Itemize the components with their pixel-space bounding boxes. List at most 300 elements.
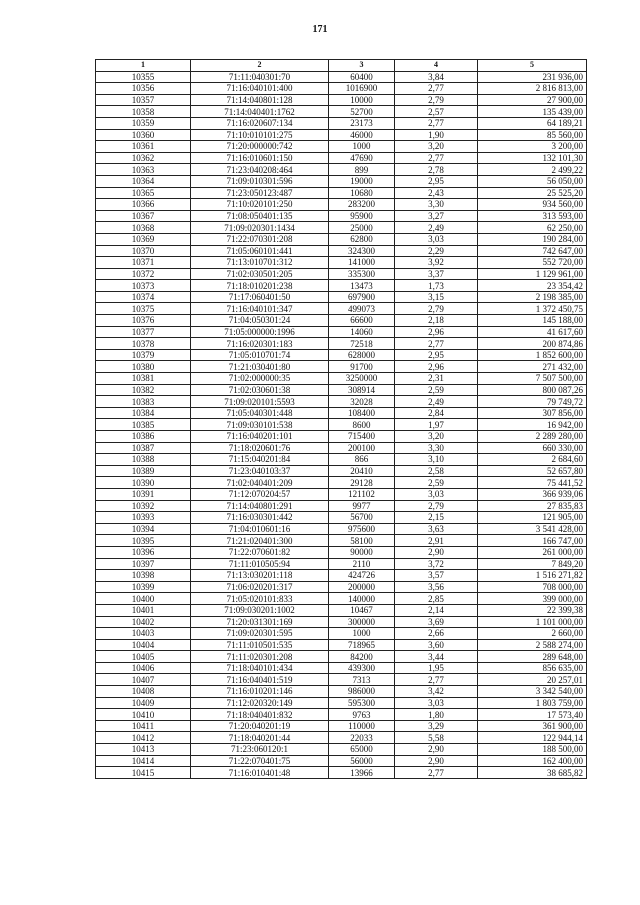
row-number-cell: 10374 [96, 291, 191, 303]
area-cell: 66600 [329, 315, 395, 327]
row-number-cell: 10372 [96, 268, 191, 280]
cadastral-number-cell: 71:16:010601:150 [191, 152, 329, 164]
cadastral-number-cell: 71:05:040301:448 [191, 407, 329, 419]
area-cell: 95900 [329, 210, 395, 222]
rate-cell: 2,85 [395, 593, 478, 605]
area-cell: 52700 [329, 106, 395, 118]
area-cell: 110000 [329, 720, 395, 732]
rate-cell: 3,30 [395, 199, 478, 211]
area-cell: 499073 [329, 303, 395, 315]
table-row [96, 581, 587, 593]
rate-cell: 3,63 [395, 523, 478, 535]
table-row [96, 152, 587, 164]
value-cell: 22 399,38 [478, 604, 587, 616]
area-cell: 899 [329, 164, 395, 176]
area-cell: 300000 [329, 616, 395, 628]
area-cell: 47690 [329, 152, 395, 164]
value-cell: 190 284,00 [478, 233, 587, 245]
row-number-cell: 10378 [96, 338, 191, 350]
rate-cell: 2,96 [395, 361, 478, 373]
rate-cell: 3,03 [395, 488, 478, 500]
row-number-cell: 10362 [96, 152, 191, 164]
value-cell: 122 944,14 [478, 732, 587, 744]
value-cell: 38 685,82 [478, 767, 587, 779]
rate-cell: 1,97 [395, 419, 478, 431]
row-number-cell: 10410 [96, 709, 191, 721]
area-cell: 91700 [329, 361, 395, 373]
cadastral-number-cell: 71:16:020301:183 [191, 338, 329, 350]
area-cell: 283200 [329, 199, 395, 211]
column-header-3: 3 [329, 60, 395, 72]
value-cell: 16 942,00 [478, 419, 587, 431]
table-row [96, 315, 587, 327]
value-cell: 121 905,00 [478, 512, 587, 524]
value-cell: 2 499,22 [478, 164, 587, 176]
rate-cell: 3,57 [395, 570, 478, 582]
rate-cell: 2,15 [395, 512, 478, 524]
area-cell: 200100 [329, 442, 395, 454]
value-cell: 1 372 450,75 [478, 303, 587, 315]
table-row [96, 129, 587, 141]
table-row [96, 349, 587, 361]
cadastral-number-cell: 71:16:040101:347 [191, 303, 329, 315]
row-number-cell: 10398 [96, 570, 191, 582]
area-cell: 595300 [329, 697, 395, 709]
row-number-cell: 10369 [96, 233, 191, 245]
area-cell: 25000 [329, 222, 395, 234]
cadastral-number-cell: 71:05:020101:833 [191, 593, 329, 605]
value-cell: 361 900,00 [478, 720, 587, 732]
row-number-cell: 10386 [96, 431, 191, 443]
row-number-cell: 10393 [96, 512, 191, 524]
row-number-cell: 10404 [96, 639, 191, 651]
area-cell: 697900 [329, 291, 395, 303]
cadastral-number-cell: 71:02:030601:38 [191, 384, 329, 396]
table-row [96, 141, 587, 153]
rate-cell: 2,77 [395, 117, 478, 129]
value-cell: 271 432,00 [478, 361, 587, 373]
cadastral-number-cell: 71:16:010201:146 [191, 686, 329, 698]
area-cell: 22033 [329, 732, 395, 744]
cadastral-number-cell: 71:02:000000:35 [191, 373, 329, 385]
cadastral-number-cell: 71:22:070301:208 [191, 233, 329, 245]
value-cell: 7 507 500,00 [478, 373, 587, 385]
area-cell: 715400 [329, 431, 395, 443]
cadastral-number-cell: 71:10:020101:250 [191, 199, 329, 211]
header-row [96, 60, 587, 72]
table-row [96, 245, 587, 257]
table-header [96, 60, 587, 72]
row-number-cell: 10358 [96, 106, 191, 118]
rate-cell: 2,90 [395, 755, 478, 767]
cadastral-number-cell: 71:09:020301:595 [191, 628, 329, 640]
row-number-cell: 10357 [96, 94, 191, 106]
cadastral-number-cell: 71:17:060401:50 [191, 291, 329, 303]
rate-cell: 2,90 [395, 744, 478, 756]
area-cell: 1000 [329, 141, 395, 153]
cadastral-number-cell: 71:18:040401:832 [191, 709, 329, 721]
rate-cell: 2,43 [395, 187, 478, 199]
rate-cell: 3,44 [395, 651, 478, 663]
rate-cell: 2,79 [395, 94, 478, 106]
value-cell: 399 000,00 [478, 593, 587, 605]
table-row [96, 431, 587, 443]
area-cell: 140000 [329, 593, 395, 605]
rate-cell: 3,15 [395, 291, 478, 303]
rate-cell: 2,77 [395, 338, 478, 350]
value-cell: 2 816 813,00 [478, 83, 587, 95]
row-number-cell: 10360 [96, 129, 191, 141]
cadastral-number-cell: 71:12:020320:149 [191, 697, 329, 709]
rate-cell: 2,77 [395, 674, 478, 686]
table-row [96, 628, 587, 640]
value-cell: 1 852 600,00 [478, 349, 587, 361]
area-cell: 141000 [329, 257, 395, 269]
value-cell: 800 087,26 [478, 384, 587, 396]
value-cell: 742 647,00 [478, 245, 587, 257]
value-cell: 289 648,00 [478, 651, 587, 663]
row-number-cell: 10370 [96, 245, 191, 257]
cadastral-number-cell: 71:09:030201:1002 [191, 604, 329, 616]
cadastral-number-cell: 71:18:020601:76 [191, 442, 329, 454]
row-number-cell: 10364 [96, 175, 191, 187]
table-row [96, 106, 587, 118]
rate-cell: 2,96 [395, 326, 478, 338]
cadastral-number-cell: 71:09:020301:1434 [191, 222, 329, 234]
area-cell: 10000 [329, 94, 395, 106]
cadastral-number-cell: 71:18:010201:238 [191, 280, 329, 292]
area-cell: 335300 [329, 268, 395, 280]
area-cell: 32028 [329, 396, 395, 408]
value-cell: 85 560,00 [478, 129, 587, 141]
area-cell: 7313 [329, 674, 395, 686]
row-number-cell: 10408 [96, 686, 191, 698]
cadastral-number-cell: 71:11:010505:94 [191, 558, 329, 570]
table-row [96, 500, 587, 512]
area-cell: 866 [329, 454, 395, 466]
area-cell: 986000 [329, 686, 395, 698]
row-number-cell: 10382 [96, 384, 191, 396]
row-number-cell: 10400 [96, 593, 191, 605]
table-row [96, 175, 587, 187]
row-number-cell: 10406 [96, 662, 191, 674]
cadastral-number-cell: 71:23:060120:1 [191, 744, 329, 756]
area-cell: 3250000 [329, 373, 395, 385]
rate-cell: 2,57 [395, 106, 478, 118]
area-cell: 62800 [329, 233, 395, 245]
table-row [96, 674, 587, 686]
area-cell: 718965 [329, 639, 395, 651]
row-number-cell: 10396 [96, 546, 191, 558]
value-cell: 856 635,00 [478, 662, 587, 674]
row-number-cell: 10388 [96, 454, 191, 466]
value-cell: 3 200,00 [478, 141, 587, 153]
row-number-cell: 10392 [96, 500, 191, 512]
value-cell: 3 342 540,00 [478, 686, 587, 698]
rate-cell: 2,78 [395, 164, 478, 176]
rate-cell: 2,49 [395, 396, 478, 408]
row-number-cell: 10355 [96, 71, 191, 83]
row-number-cell: 10376 [96, 315, 191, 327]
column-header-4: 4 [395, 60, 478, 72]
table-row [96, 164, 587, 176]
rate-cell: 3,10 [395, 454, 478, 466]
cadastral-number-cell: 71:14:040401:1762 [191, 106, 329, 118]
row-number-cell: 10359 [96, 117, 191, 129]
area-cell: 56000 [329, 755, 395, 767]
row-number-cell: 10403 [96, 628, 191, 640]
table-row [96, 396, 587, 408]
value-cell: 75 441,52 [478, 477, 587, 489]
table-row [96, 512, 587, 524]
cadastral-number-cell: 71:08:050401:135 [191, 210, 329, 222]
table-row [96, 187, 587, 199]
table-row [96, 662, 587, 674]
area-cell: 424726 [329, 570, 395, 582]
row-number-cell: 10389 [96, 465, 191, 477]
table-row [96, 558, 587, 570]
rate-cell: 3,56 [395, 581, 478, 593]
value-cell: 166 747,00 [478, 535, 587, 547]
table-row [96, 361, 587, 373]
cadastral-number-cell: 71:02:030501:205 [191, 268, 329, 280]
area-cell: 8600 [329, 419, 395, 431]
area-cell: 1016900 [329, 83, 395, 95]
rate-cell: 2,95 [395, 349, 478, 361]
cadastral-number-cell: 71:16:020607:134 [191, 117, 329, 129]
cadastral-number-cell: 71:14:040801:128 [191, 94, 329, 106]
row-number-cell: 10391 [96, 488, 191, 500]
rate-cell: 3,03 [395, 697, 478, 709]
rate-cell: 1,80 [395, 709, 478, 721]
row-number-cell: 10365 [96, 187, 191, 199]
rate-cell: 2,84 [395, 407, 478, 419]
value-cell: 1 803 759,00 [478, 697, 587, 709]
rate-cell: 2,77 [395, 152, 478, 164]
table-body [96, 71, 587, 778]
cadastral-number-cell: 71:12:070204:57 [191, 488, 329, 500]
value-cell: 708 000,00 [478, 581, 587, 593]
area-cell: 84200 [329, 651, 395, 663]
value-cell: 27 900,00 [478, 94, 587, 106]
area-cell: 9763 [329, 709, 395, 721]
row-number-cell: 10379 [96, 349, 191, 361]
row-number-cell: 10409 [96, 697, 191, 709]
row-number-cell: 10368 [96, 222, 191, 234]
value-cell: 162 400,00 [478, 755, 587, 767]
table-row [96, 83, 587, 95]
cadastral-number-cell: 71:20:000000:742 [191, 141, 329, 153]
area-cell: 20410 [329, 465, 395, 477]
cadastral-number-cell: 71:13:030201:118 [191, 570, 329, 582]
cadastral-number-cell: 71:11:040301:70 [191, 71, 329, 83]
table-row [96, 523, 587, 535]
value-cell: 2 588 274,00 [478, 639, 587, 651]
rate-cell: 2,18 [395, 315, 478, 327]
value-cell: 17 573,40 [478, 709, 587, 721]
row-number-cell: 10415 [96, 767, 191, 779]
table-row [96, 604, 587, 616]
row-number-cell: 10395 [96, 535, 191, 547]
value-cell: 2 684,60 [478, 454, 587, 466]
area-cell: 46000 [329, 129, 395, 141]
cadastral-number-cell: 71:21:030401:80 [191, 361, 329, 373]
area-cell: 1000 [329, 628, 395, 640]
rate-cell: 2,77 [395, 767, 478, 779]
table-row [96, 720, 587, 732]
value-cell: 660 330,00 [478, 442, 587, 454]
cadastral-number-cell: 71:09:030101:538 [191, 419, 329, 431]
value-cell: 1 129 961,00 [478, 268, 587, 280]
area-cell: 10680 [329, 187, 395, 199]
cadastral-number-cell: 71:10:010101:275 [191, 129, 329, 141]
area-cell: 308914 [329, 384, 395, 396]
table-row [96, 697, 587, 709]
value-cell: 27 835,83 [478, 500, 587, 512]
value-cell: 261 000,00 [478, 546, 587, 558]
value-cell: 307 856,00 [478, 407, 587, 419]
table-row [96, 686, 587, 698]
cadastral-number-cell: 71:02:040401:209 [191, 477, 329, 489]
cadastral-number-cell: 71:05:060101:441 [191, 245, 329, 257]
value-cell: 7 849,20 [478, 558, 587, 570]
value-cell: 145 188,00 [478, 315, 587, 327]
table-row [96, 94, 587, 106]
table-row [96, 535, 587, 547]
table-row [96, 651, 587, 663]
rate-cell: 2,79 [395, 500, 478, 512]
value-cell: 552 720,00 [478, 257, 587, 269]
rate-cell: 5,58 [395, 732, 478, 744]
table-row [96, 419, 587, 431]
table-row [96, 593, 587, 605]
row-number-cell: 10377 [96, 326, 191, 338]
row-number-cell: 10399 [96, 581, 191, 593]
rate-cell: 3,29 [395, 720, 478, 732]
row-number-cell: 10413 [96, 744, 191, 756]
cadastral-number-cell: 71:16:010401:48 [191, 767, 329, 779]
cadastral-value-table [95, 59, 587, 779]
area-cell: 9977 [329, 500, 395, 512]
area-cell: 58100 [329, 535, 395, 547]
value-cell: 934 560,00 [478, 199, 587, 211]
row-number-cell: 10367 [96, 210, 191, 222]
value-cell: 23 354,42 [478, 280, 587, 292]
row-number-cell: 10407 [96, 674, 191, 686]
cadastral-number-cell: 71:20:031301:169 [191, 616, 329, 628]
area-cell: 23173 [329, 117, 395, 129]
table-row [96, 546, 587, 558]
value-cell: 1 101 000,00 [478, 616, 587, 628]
rate-cell: 2,91 [395, 535, 478, 547]
column-header-5: 5 [478, 60, 587, 72]
table-row [96, 71, 587, 83]
rate-cell: 2,79 [395, 303, 478, 315]
table-row [96, 303, 587, 315]
rate-cell: 3,69 [395, 616, 478, 628]
page-number: 171 [312, 24, 328, 35]
value-cell: 20 257,01 [478, 674, 587, 686]
area-cell: 60400 [329, 71, 395, 83]
area-cell: 108400 [329, 407, 395, 419]
row-number-cell: 10402 [96, 616, 191, 628]
cadastral-number-cell: 71:18:040101:434 [191, 662, 329, 674]
table-row [96, 210, 587, 222]
value-cell: 313 593,00 [478, 210, 587, 222]
cadastral-number-cell: 71:23:040208:464 [191, 164, 329, 176]
row-number-cell: 10383 [96, 396, 191, 408]
row-number-cell: 10414 [96, 755, 191, 767]
area-cell: 65000 [329, 744, 395, 756]
table-row [96, 222, 587, 234]
area-cell: 90000 [329, 546, 395, 558]
cadastral-number-cell: 71:05:010701:74 [191, 349, 329, 361]
table-row [96, 488, 587, 500]
rate-cell: 2,66 [395, 628, 478, 640]
rate-cell: 2,31 [395, 373, 478, 385]
cadastral-number-cell: 71:06:020201:317 [191, 581, 329, 593]
area-cell: 19000 [329, 175, 395, 187]
row-number-cell: 10375 [96, 303, 191, 315]
row-number-cell: 10390 [96, 477, 191, 489]
cadastral-number-cell: 71:15:040201:84 [191, 454, 329, 466]
rate-cell: 1,73 [395, 280, 478, 292]
value-cell: 52 657,80 [478, 465, 587, 477]
rate-cell: 3,84 [395, 71, 478, 83]
cadastral-number-cell: 71:23:050123:487 [191, 187, 329, 199]
cadastral-number-cell: 71:09:010301:596 [191, 175, 329, 187]
area-cell: 439300 [329, 662, 395, 674]
value-cell: 188 500,00 [478, 744, 587, 756]
area-cell: 10467 [329, 604, 395, 616]
row-number-cell: 10373 [96, 280, 191, 292]
value-cell: 200 874,86 [478, 338, 587, 350]
cadastral-number-cell: 71:23:040103:37 [191, 465, 329, 477]
cadastral-number-cell: 71:11:010501:535 [191, 639, 329, 651]
cadastral-number-cell: 71:13:010701:312 [191, 257, 329, 269]
rate-cell: 2,59 [395, 384, 478, 396]
row-number-cell: 10385 [96, 419, 191, 431]
area-cell: 324300 [329, 245, 395, 257]
area-cell: 14060 [329, 326, 395, 338]
cadastral-number-cell: 71:04:050301:24 [191, 315, 329, 327]
row-number-cell: 10366 [96, 199, 191, 211]
rate-cell: 3,92 [395, 257, 478, 269]
rate-cell: 3,20 [395, 141, 478, 153]
value-cell: 2 660,00 [478, 628, 587, 640]
value-cell: 41 617,60 [478, 326, 587, 338]
cadastral-number-cell: 71:16:040201:101 [191, 431, 329, 443]
row-number-cell: 10401 [96, 604, 191, 616]
cadastral-number-cell: 71:05:000000:1996 [191, 326, 329, 338]
value-cell: 132 101,30 [478, 152, 587, 164]
row-number-cell: 10394 [96, 523, 191, 535]
table-row [96, 384, 587, 396]
table-row [96, 442, 587, 454]
value-cell: 231 936,00 [478, 71, 587, 83]
table-row [96, 732, 587, 744]
table-row [96, 465, 587, 477]
table-row [96, 639, 587, 651]
row-number-cell: 10397 [96, 558, 191, 570]
area-cell: 13473 [329, 280, 395, 292]
row-number-cell: 10356 [96, 83, 191, 95]
table-row [96, 338, 587, 350]
rate-cell: 2,90 [395, 546, 478, 558]
rate-cell: 2,49 [395, 222, 478, 234]
table-row [96, 199, 587, 211]
row-number-cell: 10380 [96, 361, 191, 373]
